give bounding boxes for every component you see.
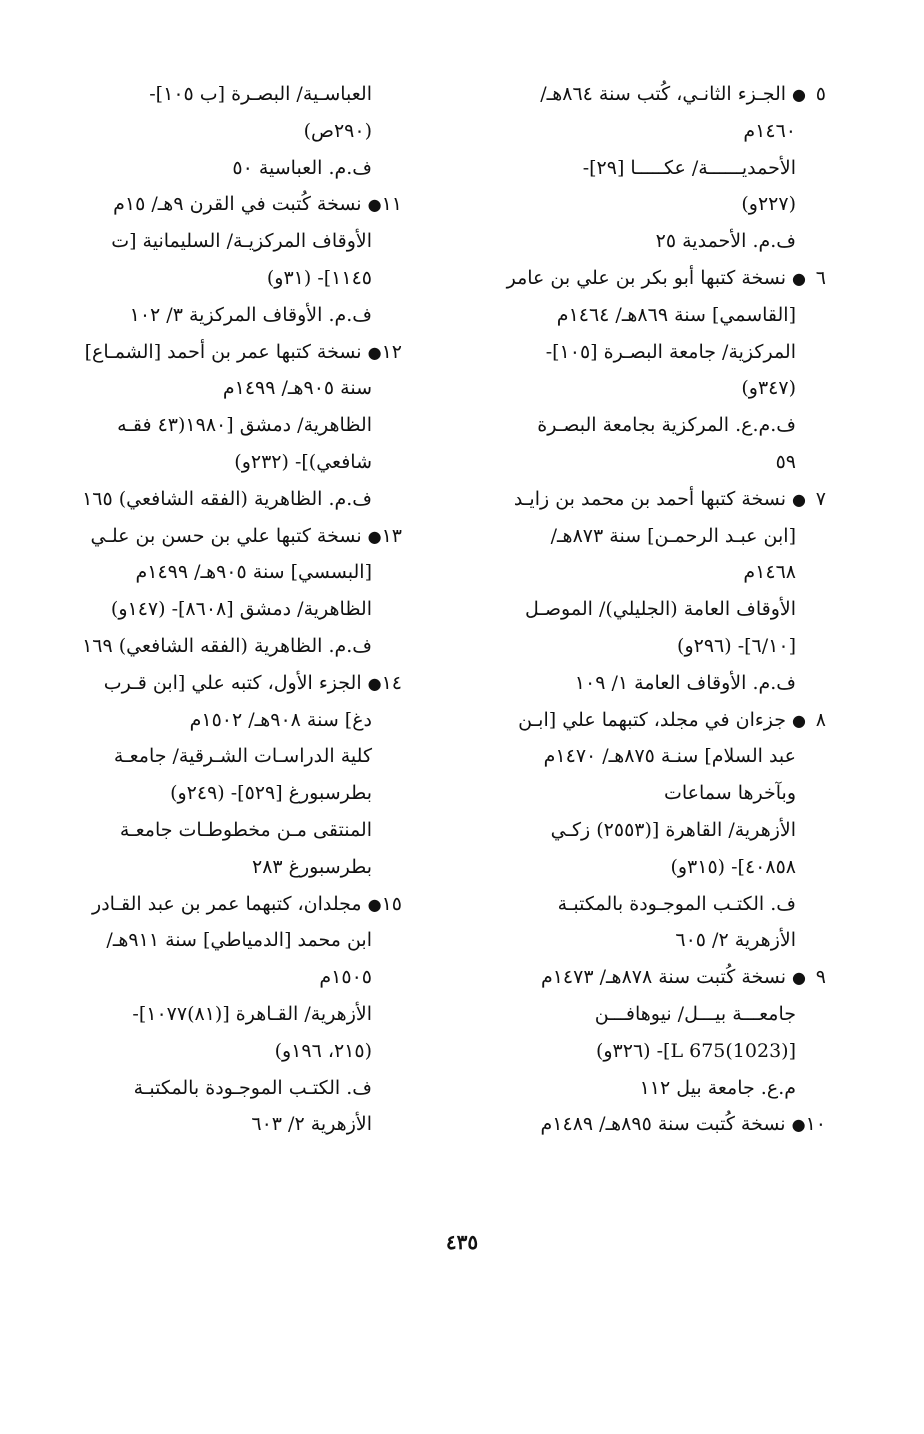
entry-line: ف.م. العباسية ٥٠ <box>232 156 372 179</box>
entry-text: نسخة كُتبت في القرن ٩هـ/ ١٥م <box>113 193 362 216</box>
entry-line: [القاسمي] سنة ٨٦٩هـ/ ١٤٦٤م <box>556 303 796 326</box>
entry-line: ف.م. الأوقاف العامة ١/ ١٠٩ <box>574 671 796 694</box>
entry-text: الجزء الأول، كتبه علي [ابن قـرب <box>103 671 362 694</box>
entry-line: [البسسي] سنة ٩٠٥هـ/ ١٤٩٩م <box>135 561 372 584</box>
entry-line: شافعي)]- (٢٣٢و) <box>234 450 372 473</box>
entry-first-line <box>82 665 402 702</box>
entry-line: ١٤٦٨م <box>743 561 796 584</box>
entry-line: الأحمديــــــة/ عكـــــا [٢٩]- <box>582 156 796 179</box>
entry-first-line <box>82 334 402 371</box>
entry-number: ١٣ <box>381 524 402 547</box>
entry-first-line <box>486 260 826 297</box>
entry-text: نسخة كتبها أحمد بن محمد بن زايـد <box>513 487 787 510</box>
entry-line: دغ] سنة ٩٠٨هـ/ ١٥٠٢م <box>189 708 372 731</box>
entry-line: الأزهرية ٢/ ٦٠٣ <box>251 1113 372 1136</box>
entry-text: نسخة كتبها أبو بكر بن علي بن عامر <box>506 266 787 289</box>
entry-line: ف.م.ع. المركزية بجامعة البصـرة <box>537 414 796 437</box>
bullet-icon: ● <box>367 342 382 362</box>
bullet-icon: ● <box>792 968 806 988</box>
entry-line: الأزهرية ٢/ ٦٠٥ <box>675 929 796 952</box>
entry-number: ١٥ <box>381 892 402 915</box>
entry-number: ٦ <box>815 266 826 289</box>
bullet-icon: ● <box>792 710 806 730</box>
entry-line: ف. الكتـب الموجـودة بالمكتبـة <box>557 892 796 915</box>
bullet-icon: ● <box>367 526 382 546</box>
entry-first-line <box>82 886 402 923</box>
entry-number: ٥ <box>815 83 826 105</box>
entry-line: جامعـــة بيـــل/ نيوهافـــن <box>594 1002 796 1025</box>
entry-line: ابن محمد [الدمياطي] سنة ٩١١هـ/ <box>106 929 372 952</box>
entry-line: (٢٢٧و) <box>741 193 796 216</box>
entry-line: عبد السلام] سنـة ٨٧٥هـ/ ١٤٧٠م <box>543 745 796 768</box>
entry-number: ٩ <box>815 966 826 989</box>
entry-number: ٧ <box>815 487 826 510</box>
entry-line: ١١٤٥]- (٣١و) <box>266 266 372 289</box>
entry-line: ف.م. الظاهرية (الفقه الشافعي) ١٦٥ <box>82 487 372 510</box>
page-number: ٤٣٥ <box>445 1230 479 1254</box>
entry-text: جزءان في مجلد، كتبهما علي [ابـن <box>518 708 787 731</box>
entry-number: ١٤ <box>381 671 402 694</box>
entry-text: الجـزء الثانـي، كُتب سنة ٨٦٤هـ/ <box>540 83 787 105</box>
right-column <box>486 76 826 1143</box>
left-column <box>82 76 402 1143</box>
entry-line: (٢٩٠ص) <box>303 119 372 142</box>
entry-first-line <box>486 1106 826 1143</box>
entry-line: [ابن عبـد الرحمـن] سنة ٨٧٣هـ/ <box>550 524 796 547</box>
entry-line: بطرسبورغ ٢٨٣ <box>251 855 372 878</box>
entry-line: [L 675(1023)]- (٣٢٦و) <box>595 1039 796 1062</box>
entry-line: المركزية/ جامعة البصـرة [١٠٥]- <box>545 340 796 363</box>
entry-number: ١٠ <box>805 1113 826 1136</box>
entry-line: الأوقاف العامة (الجليلي)/ الموصـل <box>524 598 796 621</box>
bullet-icon: ● <box>792 489 806 509</box>
entry-line: م.ع. جامعة بيل ١١٢ <box>639 1076 796 1099</box>
entry-line: (٣٤٧و) <box>741 377 796 400</box>
entry-line: ف.م. الأوقاف المركزية ٣/ ١٠٢ <box>129 303 372 326</box>
entry-first-line <box>486 959 826 996</box>
entry-line: ١٥٠٥م <box>319 966 372 989</box>
entry-line: الأوقاف المركزيـة/ السليمانية [ت <box>111 230 372 253</box>
entry-line: ٤٠٨٥٨]- (٣١٥و) <box>670 855 796 878</box>
entry-line: ف.م. الظاهرية (الفقه الشافعي) ١٦٩ <box>82 634 372 657</box>
entry-line: العباسـية/ البصـرة [ب ١٠٥]- <box>149 83 372 105</box>
entry-line: الأزهرية/ القـاهرة [(٨١)١٠٧٧]- <box>132 1002 372 1025</box>
entry-line: بطرسبورغ [٥٢٩]- (٢٤٩و) <box>170 782 372 805</box>
entry-line: الظاهرية/ دمشق [١٩٨٠(٤٣ فقـه <box>117 414 372 437</box>
entry-first-line <box>486 481 826 518</box>
bullet-icon: ● <box>792 268 806 288</box>
entry-text: نسخة كتبها علي بن حسن بن علـي <box>90 524 362 547</box>
entry-text: مجلدان، كتبهما عمر بن عبد القـادر <box>92 892 362 915</box>
entry-number: ١٢ <box>381 340 402 363</box>
entry-line: كلية الدراسـات الشـرقية/ جامعـة <box>113 745 372 768</box>
entry-first-line <box>82 518 402 555</box>
entry-text: نسخة كتبها عمر بن أحمد [الشمـاع] <box>84 340 362 363</box>
entry-line: المنتقى مـن مخطوطـات جامعـة <box>119 818 372 841</box>
entry-line: (٢١٥، ١٩٦و) <box>274 1039 372 1062</box>
entry-text: نسخة كُتبت سنة ٨٧٨هـ/ ١٤٧٣م <box>540 966 787 989</box>
entry-line: سنة ٩٠٥هـ/ ١٤٩٩م <box>222 377 372 400</box>
entry-line: ٥٩ <box>775 450 796 473</box>
entry-line: [٦/١٠]- (٢٩٦و) <box>677 634 796 657</box>
bullet-icon: ● <box>367 195 382 215</box>
entry-first-line <box>486 702 826 739</box>
entry-line: ١٤٦٠م <box>743 119 796 142</box>
entry-line: وبآخرها سماعات <box>663 782 796 805</box>
entry-text: نسخة كُتبت سنة ٨٩٥هـ/ ١٤٨٩م <box>540 1113 786 1136</box>
entry-line: الأزهرية/ القاهرة [(٢٥٥٣) زكـي <box>550 818 796 841</box>
entry-first-line <box>486 76 826 113</box>
entry-first-line <box>82 186 402 223</box>
bullet-icon: ● <box>792 85 806 104</box>
entry-line: ف.م. الأحمدية ٢٥ <box>655 230 796 253</box>
entry-number: ١١ <box>381 193 402 216</box>
bullet-icon: ● <box>367 894 382 914</box>
entry-line: ف. الكتـب الموجـودة بالمكتبـة <box>133 1076 372 1099</box>
bullet-icon: ● <box>791 1115 806 1135</box>
entry-number: ٨ <box>815 708 826 731</box>
bullet-icon: ● <box>367 673 382 693</box>
entry-line: الظاهرية/ دمشق [٨٦٠٨]- (١٤٧و) <box>110 598 372 621</box>
